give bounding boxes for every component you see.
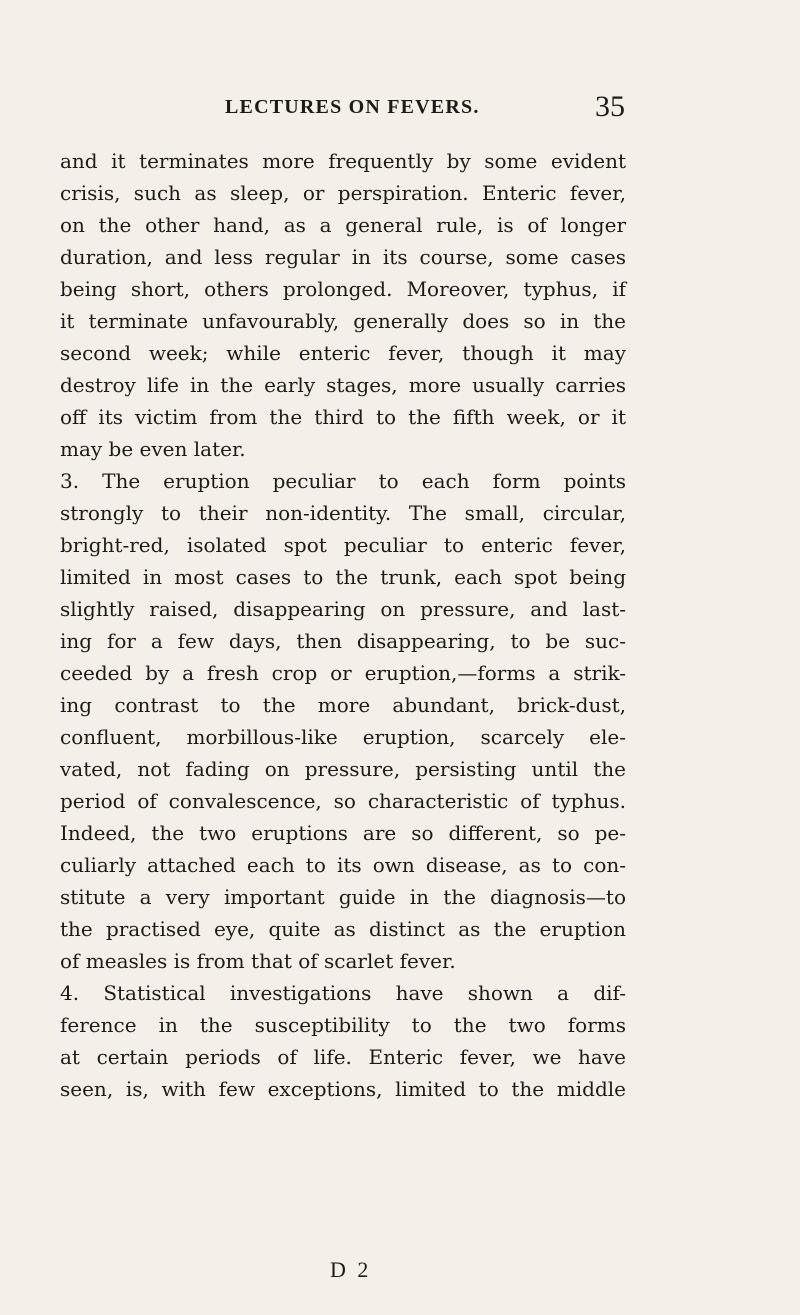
running-title: LECTURES ON FEVERS. (225, 96, 480, 118)
body-text (60, 145, 626, 1105)
text-line: vated, not fading on pressure, persisting until the (60, 757, 626, 781)
text-line: ference in the susceptibility to the two forms (60, 1013, 626, 1037)
running-head (225, 90, 625, 126)
text-line: second week; while enteric fever, though it may (60, 341, 626, 365)
signature-mark: D 2 (330, 1257, 372, 1282)
text-line: of measles is from that of scarlet fever. (60, 949, 456, 973)
text-line: period of convalescence, so characteristic of typhus. (60, 789, 626, 813)
text-line: off its victim from the third to the fifth week, or it (60, 405, 626, 429)
text-line: strongly to their non-identity. The small, circular, (60, 501, 626, 525)
text-line: the practised eye, quite as distinct as the eruption (60, 917, 626, 941)
text-line: crisis, such as sleep, or perspiration. Enteric fever, (60, 181, 626, 205)
page-number: 35 (595, 90, 625, 123)
text-line: it terminate unfavourably, generally does so in the (60, 309, 626, 333)
text-line: on the other hand, as a general rule, is of longer (60, 213, 626, 237)
text-line: and it terminates more frequently by some evident (60, 149, 626, 173)
text-line: 4. Statistical investigations have shown a dif- (60, 981, 626, 1005)
text-line: limited in most cases to the trunk, each spot being (60, 565, 626, 589)
text-line: culiarly attached each to its own disease, as to con- (60, 853, 626, 877)
text-line: ing for a few days, then disappearing, to be suc- (60, 629, 626, 653)
text-line: ing contrast to the more abundant, brick-dust, (60, 693, 626, 717)
text-line: at certain periods of life. Enteric fever, we have (60, 1045, 626, 1069)
text-line: stitute a very important guide in the diagnosis—to (60, 885, 626, 909)
text-line: ceeded by a fresh crop or eruption,—forms a strik- (60, 661, 626, 685)
text-line: 3. The eruption peculiar to each form points (60, 469, 626, 493)
text-line: confluent, morbillous-like eruption, scarcely ele- (60, 725, 626, 749)
text-line: destroy life in the early stages, more usually carries (60, 373, 626, 397)
text-line: duration, and less regular in its course, some cases (60, 245, 626, 269)
text-line: slightly raised, disappearing on pressure, and last- (60, 597, 626, 621)
text-line: bright-red, isolated spot peculiar to enteric fever, (60, 533, 626, 557)
text-line: may be even later. (60, 437, 246, 461)
text-line: Indeed, the two eruptions are so different, so pe- (60, 821, 626, 845)
text-line: seen, is, with few exceptions, limited to the middle (60, 1077, 626, 1101)
text-line: being short, others prolonged. Moreover, typhus, if (60, 277, 626, 301)
